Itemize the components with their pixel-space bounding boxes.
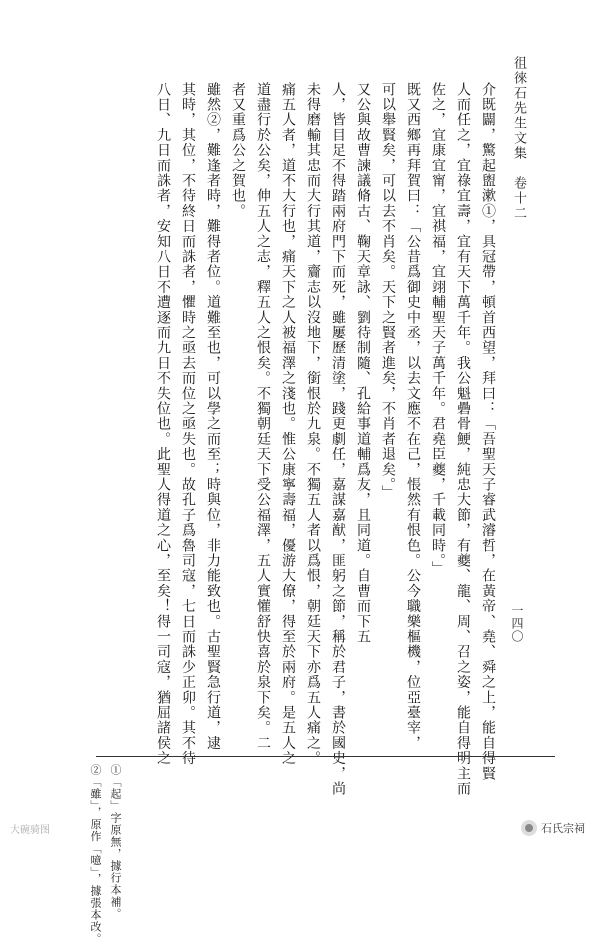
text-column: 又公與故曹諫議脩古、鞠天章詠、劉待制隨、孔給事道輔爲友，且同道。自曹而下五 [355, 82, 371, 645]
text-column: 八日、九日而誅者，安知八日不遭逐而九日不失位也。此聖人得道之心，至矣！得一司寇，猶屈諸侯之 [155, 82, 171, 766]
main-text [150, 82, 500, 797]
watermark-right [521, 820, 585, 836]
footnote-divider [96, 756, 555, 757]
text-column: 道盡行於公矣，伸五人之志，釋五人之恨矣。不獨朝廷天下受公福澤，五人實懽舒快喜於泉下矣。二 [255, 82, 271, 751]
footnote: ①「起」字原無，據行本補。 [109, 764, 122, 920]
watermark-left: 大碗骑图 [10, 825, 50, 836]
text-column: 佐之，宜康宜甯，宜祺福，宜翊輔聖天子萬千年。君堯臣夔，千載同時。」 [430, 82, 446, 577]
footnote: ②「雖」，原作「噫」，據張本改。 [89, 764, 102, 945]
watermark-right-label: 石氏宗祠 [541, 822, 585, 835]
text-column: 者又重爲公之賀也。 [230, 82, 246, 219]
text-column: 雖然②，難逢者時，難得者位。道難至也，可以學之而至；時與位，非力能致也。古聖賢急行道，逮 [205, 82, 221, 751]
text-column: 可以舉賢矣，可以去不肖矣。天下之賢者進矣，不肖者退矣。」 [380, 82, 396, 501]
text-column: 介既闢，驚起盥漱①，具冠帶，頓首西望，拜曰：「吾聖天子睿武濬哲，在黃帝、堯、舜之上，能自得賢 [480, 82, 496, 782]
footnotes [85, 764, 125, 945]
running-title: 徂徠石先生文集 卷十二 [511, 56, 526, 221]
text-column: 人而任之，宜祿宜壽，宜有天下萬千年。我公魁礨骨鯁，純忠大節，有夔、龍、周、召之姿，能自得明主而 [455, 82, 471, 797]
text-column: 未得磨輸其忠而大行其道，齎志以沒地下，銜恨於九泉。不獨五人者以爲恨，朝廷天下亦爲五人痛之。 [305, 82, 321, 766]
text-column: 人，皆目足不得踏兩府門下而死，雖屢歷清塗，踐更劇任，嘉謀嘉猷，匪躬之節，稱於君子，書於國史，尚 [330, 82, 346, 797]
text-column: 其時，其位，不待終日而誅者，懼時之亟去而位之亟失也。故孔子爲魯司寇，七日而誅少正卯。其不待 [180, 82, 196, 766]
wechat-icon [521, 820, 537, 836]
text-column: 痛五人者，道不大行也，痛天下之人被福澤之淺也。惟公康寧壽福，優游大僚，得至於兩府。是五人之 [280, 82, 296, 766]
text-column: 既又西鄉再拜賀曰：「公昔爲御史中丞，以去文應不在己，悵然有恨色。公今職樂樞機，位亞臺宰， [405, 82, 421, 751]
page-number: 一四〇 [510, 604, 524, 643]
